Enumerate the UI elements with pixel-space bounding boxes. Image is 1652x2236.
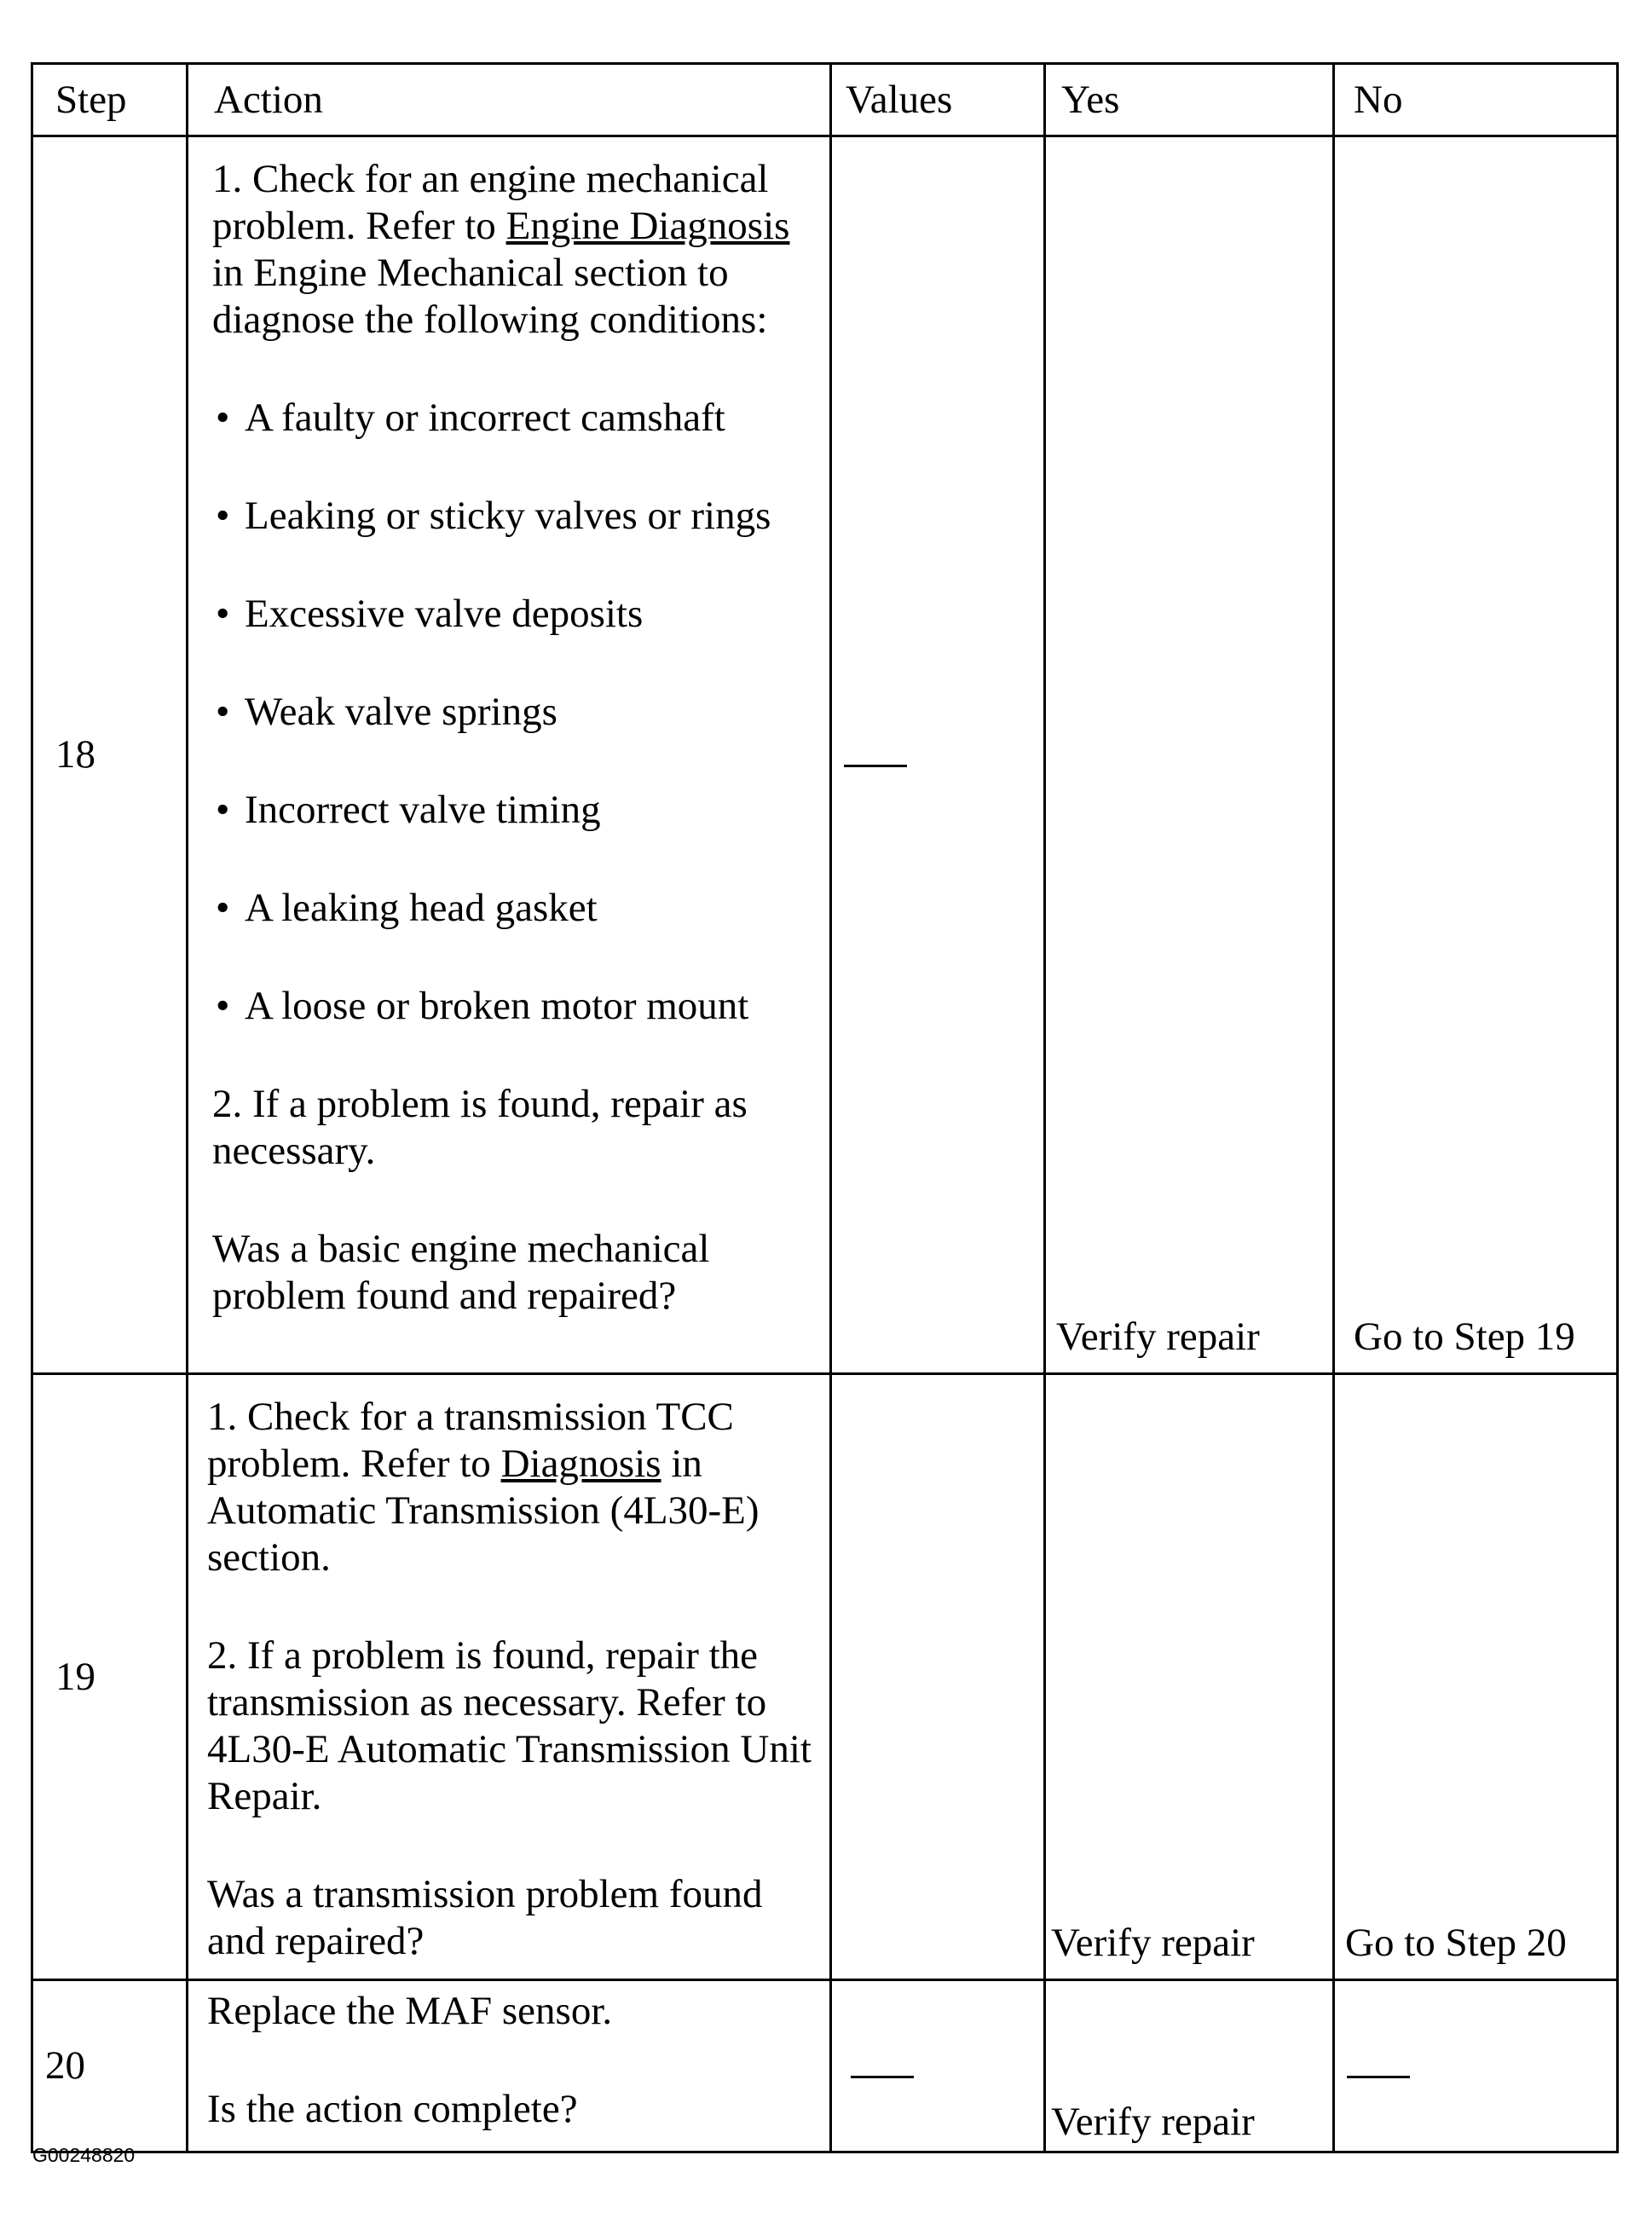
yes-cell: Verify repair [1045,136,1334,1374]
action-cell [188,1980,831,2152]
bullet-icon: • [216,886,230,930]
action-paragraph: 1. Check for an engine mechanical problem. Refer to Engine Diagnosis in Engine Mechanical section to diagnose the following conditions: [212,157,790,342]
bullet-icon: • [216,396,230,440]
list-item: • Excessive valve deposits [216,592,644,636]
yes-cell: Verify repair [1045,1374,1334,1980]
action-cell [188,1374,831,1980]
header-step: Step [32,64,188,136]
step-number: 20 [32,1980,188,2152]
dash-mark [1347,2076,1410,2078]
list-item: • A leaking head gasket [216,886,598,930]
bullet-icon: • [216,494,230,538]
action-question: Is the action complete? [207,2087,578,2131]
table-row [32,1374,1618,1980]
list-item: • Leaking or sticky valves or rings [216,494,771,538]
diagnostic-table [31,62,1619,2153]
engine-diagnosis-link[interactable]: Engine Diagnosis [505,204,790,248]
list-item: • A loose or broken motor mount [216,984,749,1028]
header-action: Action [188,64,831,136]
values-cell [831,1980,1045,2152]
header-no: No [1334,64,1618,136]
list-item: • Weak valve springs [216,690,557,734]
action-paragraph: 1. Check for a transmission TCC problem. Refer to Diagnosis in Automatic Transmission (4L30-E) section. [207,1395,760,1580]
no-cell: Go to Step 19 [1334,136,1618,1374]
no-cell: Go to Step 20 [1334,1374,1618,1980]
list-item: • Incorrect valve timing [216,788,601,832]
header-row [32,64,1618,136]
no-cell [1334,1980,1618,2152]
bullet-icon: • [216,788,230,832]
list-item: • A faulty or incorrect camshaft [216,396,725,440]
action-paragraph: 2. If a problem is found, repair as necessary. [212,1082,748,1173]
values-cell [831,1374,1045,1980]
step-number: 18 [32,136,188,1374]
header-values: Values [831,64,1045,136]
table-row [32,1980,1618,2152]
action-paragraph: Replace the MAF sensor. [207,1989,613,2033]
action-question: Was a basic engine mechanical problem found and repaired? [212,1227,710,1318]
dash-mark [851,2076,914,2078]
figure-id: G00248820 [32,2144,136,2166]
action-paragraph: 2. If a problem is found, repair the transmission as necessary. Refer to 4L30-E Automatic Transmission Unit Repair. [207,1633,812,1818]
action-question: Was a transmission problem found and repaired? [207,1872,763,1963]
bullet-icon: • [216,690,230,734]
diagnosis-link[interactable]: Diagnosis [500,1442,661,1486]
bullet-icon: • [216,984,230,1028]
step-number: 19 [32,1374,188,1980]
bullet-icon: • [216,592,230,636]
dash-mark [844,765,907,767]
table-row [32,136,1618,1374]
action-cell [188,136,831,1374]
conditions-list [212,395,817,1030]
header-yes: Yes [1045,64,1334,136]
values-cell [831,136,1045,1374]
yes-cell: Verify repair [1045,1980,1334,2152]
